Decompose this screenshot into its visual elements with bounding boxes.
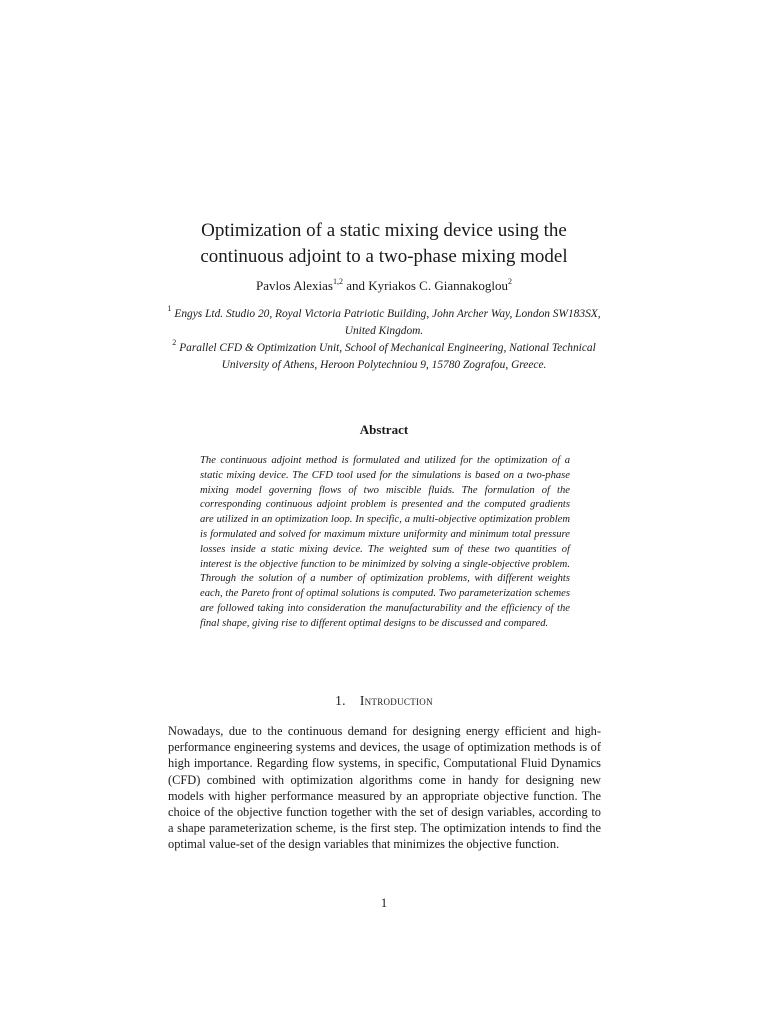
affiliation-text: Parallel CFD & Optimization Unit, School of Mechanical Engineering, National Technical University of Athens, Heroon Polytechniou 9, 15780 Zografou, Greece. — [179, 342, 596, 371]
affiliation — [160, 306, 608, 340]
author-joiner: and — [342, 278, 369, 293]
abstract-text: The continuous adjoint method is formulated and utilized for the optimization of a static mixing device. The CFD tool used for the simulations is based on a two-phase mixing model governing flows of two miscible fluids. The formulation of the corresponding continuous adjoint problem is presented and the computed gradients are utilized in an optimization loop. In specific, a multi-objective optimization problem is formulated and solved for maximum mixture uniformity and minimum total pressure losses inside a static mixing device. The weighted sum of these two quantities of interest is the objective function to be minimized by solving a single-objective problem. Through the solution of a number of optimization problems, with different weights each, the Pareto front of optimal solutions is computed. Two parameterization schemes are followed taking into consideration the manufacturability and the efficiency of the final shape, giving rise to different optimal designs to be discussed and compared. — [200, 455, 570, 629]
section-title: Introduction — [359, 693, 433, 708]
abstract-heading: Abstract — [359, 422, 409, 437]
affiliation-mark: 2 — [172, 338, 177, 347]
affiliation-list — [160, 306, 608, 374]
author-name: Kyriakos C. Giannakoglou — [368, 278, 508, 293]
title-line-1: Optimization of a static mixing device using the — [201, 220, 567, 241]
page-number: 1 — [380, 896, 388, 910]
affiliation-text: Engys Ltd. Studio 20, Royal Victoria Patriotic Building, John Archer Way, London SW183SX, United Kingdom. — [174, 308, 601, 337]
author-name: Pavlos Alexias — [256, 278, 333, 293]
author-affiliation-mark: 2 — [507, 277, 512, 286]
affiliation — [160, 340, 608, 374]
title-line-2: continuous adjoint to a two-phase mixing model — [200, 246, 568, 267]
author-affiliation-mark: 1,2 — [332, 277, 343, 286]
section-heading — [150, 693, 618, 709]
section-number: 1. — [335, 693, 346, 708]
affiliation-mark: 1 — [167, 304, 172, 313]
introduction-paragraph: Nowadays, due to the continuous demand for designing energy efficient and high-performance engineering systems and devices, the usage of optimization methods is of high importance. Regarding flow systems, in specific, Computational Fluid Dynamics (CFD) combined with optimization algorithms come in handy for designing new models with higher performance measured by an appropriate objective function. The choice of the objective function together with the set of design variables, according to a shape parameterization scheme, is the first step. The optimization intends to find the optimal value-set of the design variables that minimizes the objective function. — [168, 724, 601, 852]
paper-title — [150, 218, 618, 270]
author-list — [150, 277, 618, 295]
